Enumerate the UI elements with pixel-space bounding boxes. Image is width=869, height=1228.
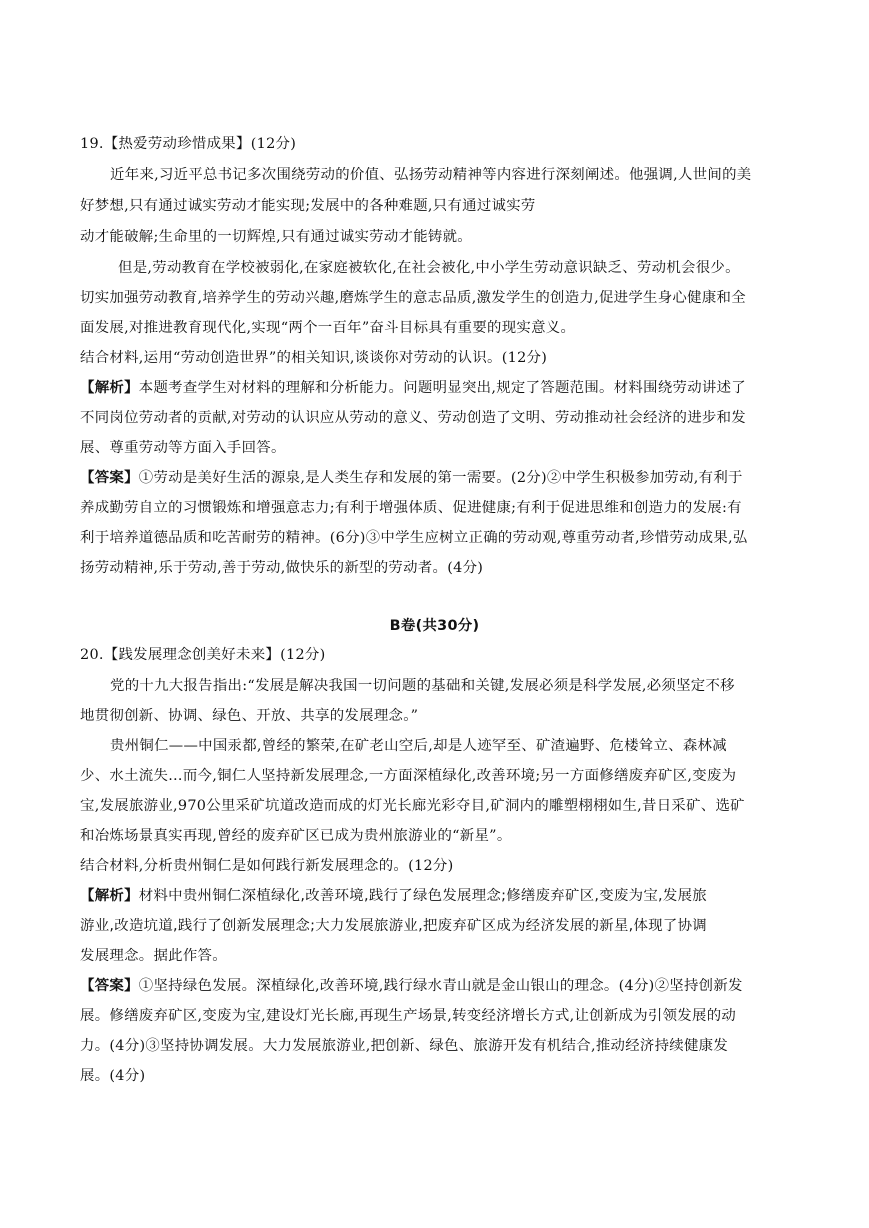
q19-answer-line: 扬劳动精神,乐于劳动,善于劳动,做快乐的新型的劳动者。(4分) bbox=[80, 560, 484, 576]
q20-question: 结合材料,分析贵州铜仁是如何践行新发展理念的。(12分) bbox=[80, 858, 454, 874]
q20-answer-line: 展。(4分) bbox=[80, 1068, 146, 1084]
q20-material-line: 贵州铜仁——中国汞都,曾经的繁荣,在矿老山空后,却是人迹罕至、矿渣遍野、危楼耸立、森林减 bbox=[110, 738, 727, 754]
q20-material-line: 宝,发展旅游业,970公里采矿坑道改造而成的灯光长廊光彩夺目,矿洞内的雕塑栩栩如生,昔日采矿、选矿 bbox=[80, 798, 745, 814]
q19-title: 19.【热爱劳动珍惜成果】(12分) bbox=[80, 136, 297, 152]
q20-answer-line: 展。修缮废弃矿区,变废为宝,建设灯光长廊,再现生产场景,转变经济增长方式,让创新成为引领发展的动 bbox=[80, 1008, 737, 1024]
answer-text: ①坚持绿色发展。深植绿化,改善环境,践行绿水青山就是金山银山的理念。(4分)②坚持创新发 bbox=[138, 978, 743, 994]
q20-title: 20.【践发展理念创美好未来】(12分) bbox=[80, 647, 326, 663]
answer-text: ①劳动是美好生活的源泉,是人类生存和发展的第一需要。(2分)②中学生积极参加劳动,有利于 bbox=[138, 470, 743, 486]
q20-material-line: 少、水土流失…而今,铜仁人坚持新发展理念,一方面深植绿化,改善环境;另一方面修缮废弃矿区,变废为 bbox=[80, 768, 737, 784]
q19-material-line: 但是,劳动教育在学校被弱化,在家庭被软化,在社会被化,中小学生劳动意识缺乏、劳动机会很少。 bbox=[118, 260, 740, 276]
q19-answer-line: 养成勤劳自立的习惯锻炼和增强意志力;有利于增强体质、促进健康;有利于促进思维和创造力的发展:有 bbox=[80, 500, 742, 516]
analysis-text: 材料中贵州铜仁深植绿化,改善环境,践行了绿色发展理念;修缮废弃矿区,变废为宝,发展旅 bbox=[138, 888, 707, 904]
q19-material-line: 切实加强劳动教育,培养学生的劳动兴趣,磨炼学生的意志品质,激发学生的创造力,促进学生身心健康和全 bbox=[80, 290, 746, 306]
q19-material-line: 面发展,对推进教育现代化,实现“两个一百年”奋斗目标具有重要的现实意义。 bbox=[80, 320, 576, 336]
q19-material-line: 近年来,习近平总书记多次围绕劳动的价值、弘扬劳动精神等内容进行深刻阐述。他强调,人世间的美 bbox=[110, 167, 752, 183]
q20-analysis-line: 游业,改造坑道,践行了创新发展理念;大力发展旅游业,把废弃矿区成为经济发展的新星,体现了协调 bbox=[80, 918, 707, 934]
answer-tag: 【答案】 bbox=[80, 470, 139, 486]
q20-material-line: 党的十九大报告指出:“发展是解决我国一切问题的基础和关键,发展必须是科学发展,必须坚定不移 bbox=[110, 678, 735, 694]
analysis-tag: 【解析】 bbox=[80, 888, 139, 904]
q19-material-line: 好梦想,只有通过诚实劳动才能实现;发展中的各种难题,只有通过诚实劳 bbox=[80, 198, 536, 214]
q20-material-line: 地贯彻创新、协调、绿色、开放、共享的发展理念。” bbox=[80, 708, 419, 724]
q19-question: 结合材料,运用“劳动创造世界”的相关知识,谈谈你对劳动的认识。(12分) bbox=[80, 350, 548, 366]
q20-analysis-line: 发展理念。据此作答。 bbox=[80, 948, 227, 964]
q20-analysis-line bbox=[80, 886, 792, 906]
q19-answer-line bbox=[80, 468, 792, 488]
q20-answer-line bbox=[80, 976, 792, 996]
analysis-text: 本题考查学生对材料的理解和分析能力。问题明显突出,规定了答题范围。材料围绕劳动讲述了 bbox=[138, 380, 746, 396]
q19-answer-line: 利于培养道德品质和吃苦耐劳的精神。(6分)③中学生应树立正确的劳动观,尊重劳动者,珍惜劳动成果,弘 bbox=[80, 530, 748, 546]
q19-analysis-line: 展、尊重劳动等方面入手回答。 bbox=[80, 440, 286, 456]
q20-answer-line: 力。(4分)③坚持协调发展。大力发展旅游业,把创新、绿色、旅游开发有机结合,推动经济持续健康发 bbox=[80, 1038, 729, 1054]
analysis-tag: 【解析】 bbox=[80, 380, 139, 396]
section-b-title: B卷(共30分) bbox=[389, 618, 480, 634]
q19-material-line: 动才能破解;生命里的一切辉煌,只有通过诚实劳动才能铸就。 bbox=[80, 229, 472, 245]
q19-analysis-line: 不同岗位劳动者的贡献,对劳动的认识应从劳动的意义、劳动创造了文明、劳动推动社会经济的进步和发 bbox=[80, 410, 746, 426]
q20-material-line: 和冶炼场景真实再现,曾经的废弃矿区已成为贵州旅游业的“新星”。 bbox=[80, 828, 512, 844]
answer-tag: 【答案】 bbox=[80, 978, 139, 994]
q19-analysis-line bbox=[80, 378, 792, 398]
